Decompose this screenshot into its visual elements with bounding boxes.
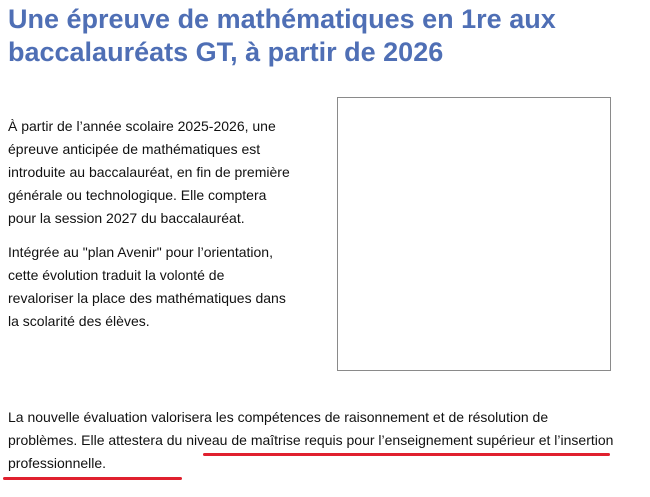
highlight-underline-2 [3, 477, 182, 480]
intro-text [8, 115, 293, 333]
highlight-underline-1 [203, 453, 610, 456]
page-title: Une épreuve de mathématiques en 1re aux baccalauréats GT, à partir de 2026 [8, 4, 556, 67]
paragraph-1: À partir de l’année scolaire 2025-2026, une épreuve anticipée de mathématiques est introduite au baccalauréat, en fin de première générale ou technologique. Elle comptera pour la session 2027 du baccalauréat. [8, 118, 290, 226]
paragraph-2: Intégrée au "plan Avenir" pour l’orientation, cette évolution traduit la volonté de revaloriser la place des mathématiques dans la scolarité des élèves. [8, 244, 286, 329]
image-placeholder [337, 97, 611, 371]
closing-paragraph: La nouvelle évaluation valorisera les compétences de raisonnement et de résolution de problèmes. Elle attestera du niveau de maîtrise requis pour l’enseignement supérieur et l’insertion professionnelle. [8, 409, 614, 471]
